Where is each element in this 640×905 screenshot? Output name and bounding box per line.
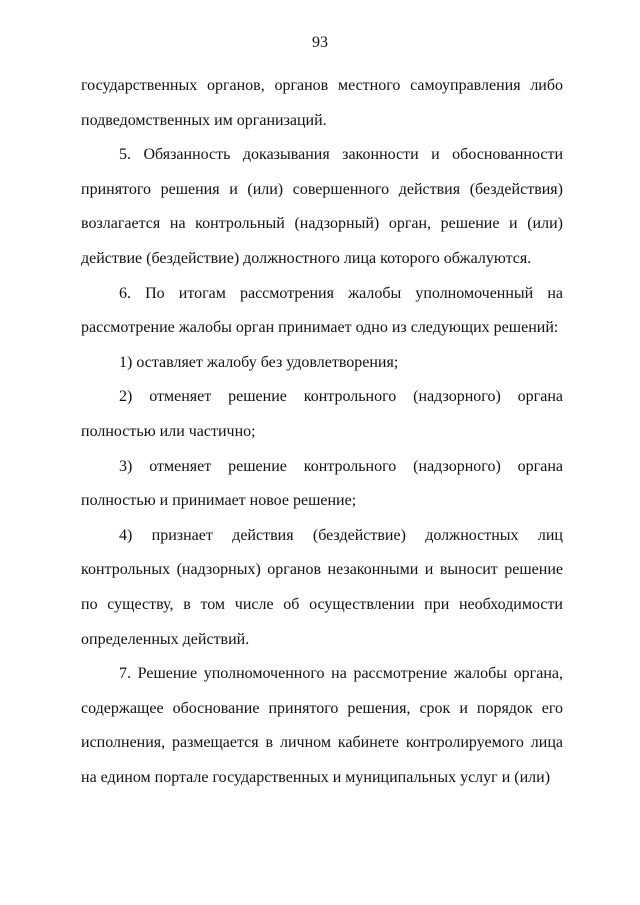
paragraph-subitem-3: 3) отменяет решение контрольного (надзорного) органа полностью и принимает новое решение;	[81, 457, 563, 510]
page-number: 93	[312, 34, 328, 51]
paragraph-item-5: 5. Обязанность доказывания законности и обоснованности принятого решения и (или) совершенного действия (бездействия) возлагается на контрольный (надзорный) орган, решение и (или) действие (бездействие) должностного лица которого обжалуются.	[81, 146, 563, 267]
paragraph-subitem-2: 2) отменяет решение контрольного (надзорного) органа полностью или частично;	[81, 388, 563, 440]
paragraph-item-6: 6. По итогам рассмотрения жалобы уполномоченный на рассмотрение жалобы орган принимает одно из следующих решений:	[81, 284, 563, 337]
paragraph-subitem-1: 1) оставляет жалобу без удовлетворения;	[119, 353, 399, 371]
paragraph-subitem-4: 4) признает действия (бездействие) должностных лиц контрольных (надзорных) органов незаконными и выносит решение по существу, в том числе об осуществлении при необходимости определенных действий.	[81, 526, 563, 648]
paragraph-item-7: 7. Решение уполномоченного на рассмотрение жалобы органа, содержащее обоснование принятого решения, срок и порядок его исполнения, размещается в личном кабинете контролируемого лица на едином портале государственных и муниципальных услуг и (или)	[81, 665, 563, 786]
document-body	[81, 69, 563, 795]
paragraph-continuation: государственных органов, органов местного самоуправления либо подведомственных им организаций.	[81, 77, 563, 129]
